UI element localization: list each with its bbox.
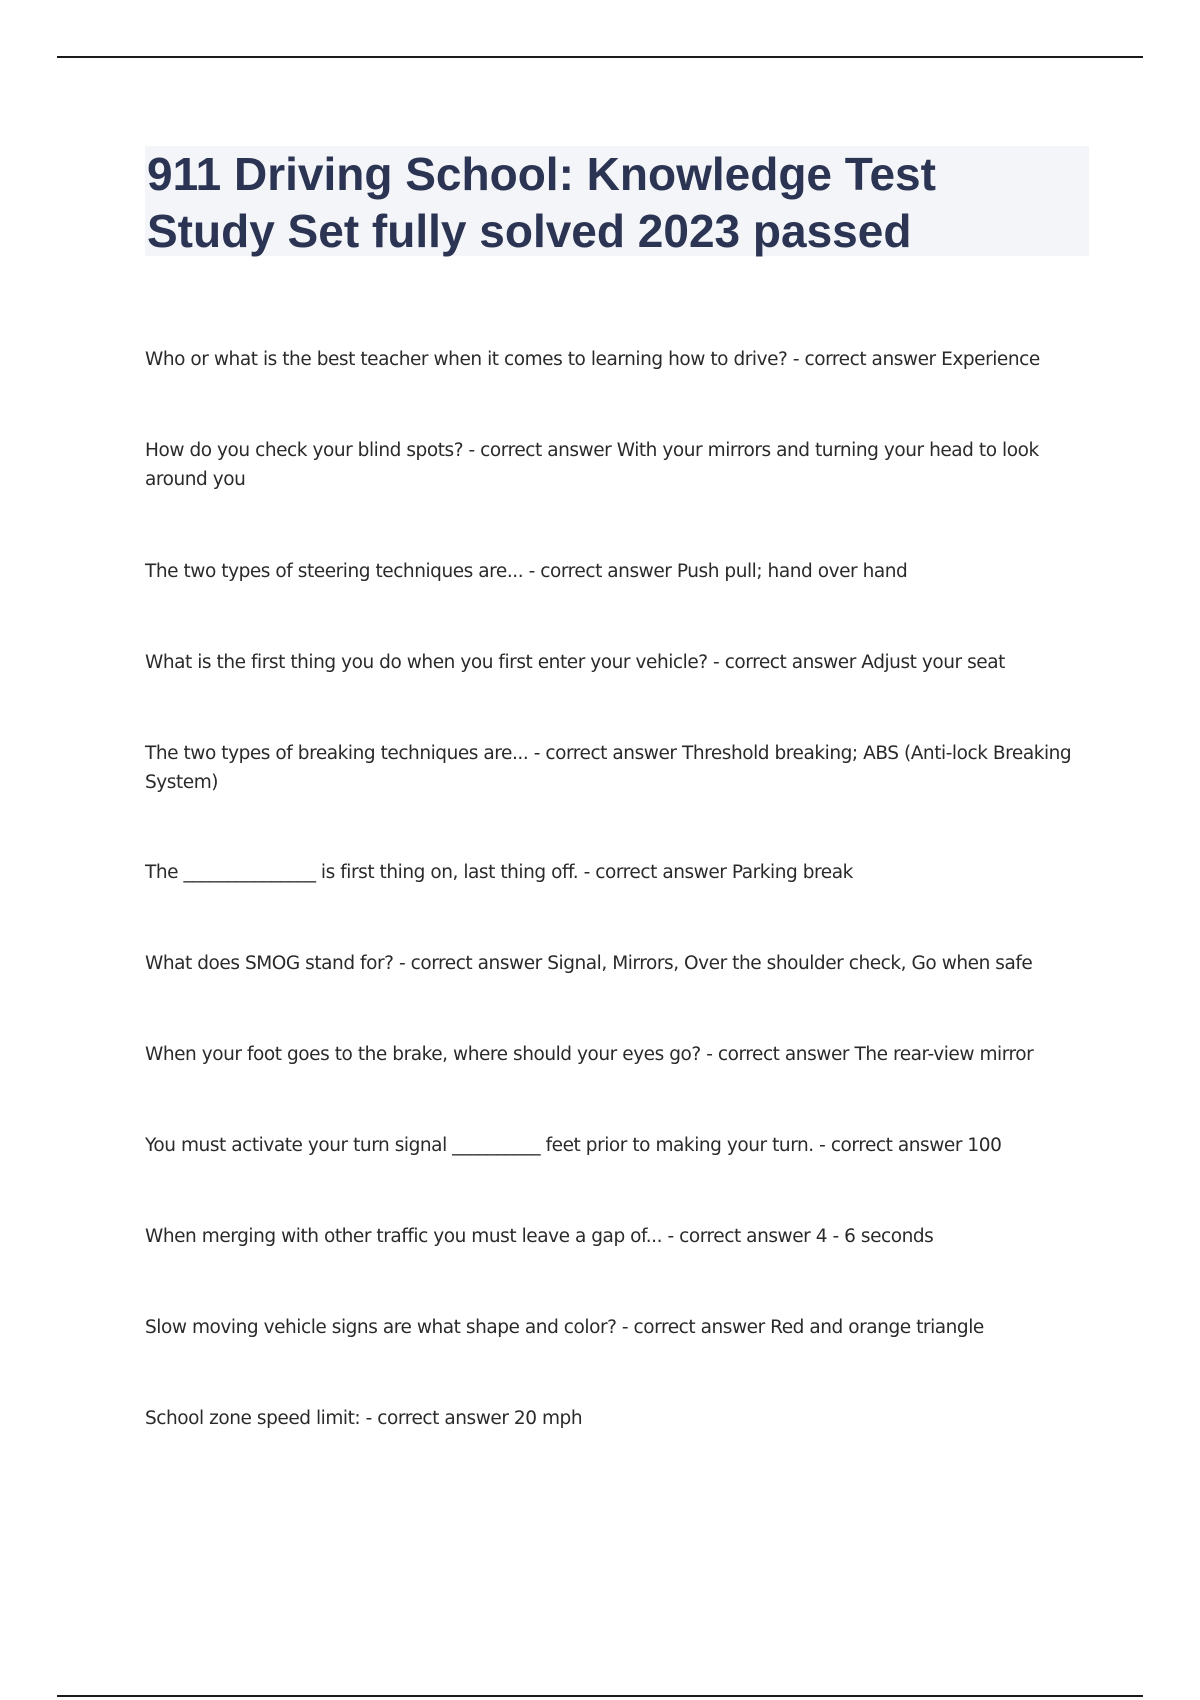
qa-item: What is the first thing you do when you first enter your vehicle? - correct answer Adjust your seat (145, 652, 1005, 673)
qa-item: Slow moving vehicle signs are what shape and color? - correct answer Red and orange triangle (145, 1317, 984, 1338)
qa-item: You must activate your turn signal __________ feet prior to making your turn. - correct answer 100 (145, 1135, 1002, 1156)
qa-item: The two types of breaking techniques are... - correct answer Threshold breaking; ABS (Anti-lock Breaking System) (145, 743, 1072, 793)
qa-item: The two types of steering techniques are... - correct answer Push pull; hand over hand (145, 561, 908, 582)
document-title (145, 146, 1089, 256)
qa-item: The _______________ is first thing on, last thing off. - correct answer Parking break (145, 862, 853, 883)
title-line-1: 911 Driving School: Knowledge Test (147, 148, 936, 200)
qa-item: When your foot goes to the brake, where should your eyes go? - correct answer The rear-view mirror (145, 1044, 1034, 1065)
qa-item: What does SMOG stand for? - correct answer Signal, Mirrors, Over the shoulder check, Go when safe (145, 953, 1033, 974)
qa-item: When merging with other traffic you must leave a gap of... - correct answer 4 - 6 seconds (145, 1226, 934, 1247)
qa-item: Who or what is the best teacher when it comes to learning how to drive? - correct answer Experience (145, 349, 1040, 370)
qa-item: School zone speed limit: - correct answer 20 mph (145, 1408, 583, 1429)
bottom-divider (57, 1695, 1143, 1697)
qa-item: How do you check your blind spots? - correct answer With your mirrors and turning your head to look around you (145, 440, 1039, 490)
title-line-2: Study Set fully solved 2023 passed (147, 205, 912, 257)
top-divider (57, 56, 1143, 58)
